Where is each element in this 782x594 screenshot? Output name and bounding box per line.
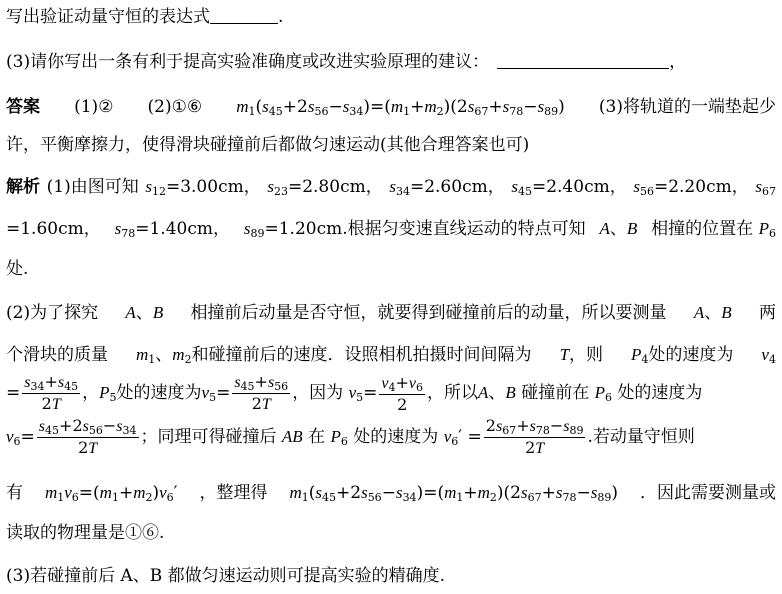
fraction-v6-prime: $\frac{2s_{67}+s_{78}-s_{89}}{2T}$ — [485, 416, 584, 457]
fraction-v5: $\frac{s_{45}+s_{56}}{2T}$ — [234, 372, 289, 413]
fraction-v6: $\frac{s_{45}+2s_{56}-s_{34}}{2T}$ — [38, 416, 137, 457]
answer-formula: $m_1(s_{45}+2s_{56}-s_{34})=(m_1+m_2)(2s_{67}+s_{78}-s_{89})$ — [236, 97, 565, 118]
answer-line-2: 许，平衡摩擦力，使得滑块碰撞前后都做匀速运动(其他合理答案也可) — [6, 135, 530, 155]
final-equation: $m_1(s_{45}+2s_{56}-s_{34})=(m_1+m_2)(2s_{67}+s_{78}-s_{89})$ — [289, 483, 618, 504]
question-line-1: 写出验证动量守恒的表达式 . — [6, 7, 284, 27]
part2-line-5: 有 $m_1v_6=(m_1+m_2)v_6'$ ，整理得 $m_1(s_{45}+2s_{56}-s_{34})=(m_1+m_2)(2s_{67}+s_{78}-s_{89})$ ．因此需要测量或 — [6, 483, 776, 504]
question-text-1: 写出验证动量守恒的表达式 — [6, 7, 210, 27]
part3-line: (3)若碰撞前后 A、B 都做匀速运动则可提高实验的精确度. — [6, 566, 446, 586]
answer-blank-1 — [210, 7, 278, 24]
part2-line-6: 读取的物理量是①⑥. — [6, 523, 165, 543]
analysis-line-2: =1.60cm， $s_{78}=1.40cm$， $s_{89}=1.20cm$.根据匀变速直线运动的特点可知 A、B 相撞的位置在 $P_6$ — [6, 219, 776, 240]
analysis-line-1: 解析 (1)由图可知 $s_{12}=3.00cm$， $s_{23}=2.80cm$， $s_{34}=2.60cm$， $s_{45}=2.40cm$， $s_{56}=2.20cm$， $s_{67}$ — [6, 177, 776, 198]
part2-line-3: = $\frac{s_{34}+s_{45}}{2T}$ ，$P_5$处的速度为$v_5=$ $\frac{s_{45}+s_{56}}{2T}$ ，因为 $v_5=$ $\frac{v_4+v_6}{2}$ ，所以A、B 碰撞前在 $P_6$ 处的速度为 — [6, 372, 703, 414]
momentum-equation: $m_1v_6=(m_1+m_2)v_6'$ — [44, 483, 178, 504]
part2-line-2: 个滑块的质量 $m_1$、$m_2$和碰撞前后的速度．设照相机拍摄时间间隔为 T，则 $P_4$处的速度为 $v_4$ — [6, 345, 776, 366]
fraction-v5-avg: $\frac{v_4+v_6}{2}$ — [381, 372, 424, 414]
analysis-line-3: 处. — [6, 259, 29, 279]
answer-blank-2 — [497, 52, 669, 69]
question-text-2: (3)请你写出一条有利于提高实验准确度或改进实验原理的建议： — [6, 52, 490, 72]
part2-line-4: $v_6=$ $\frac{s_{45}+2s_{56}-s_{34}}{2T}$ ；同理可得碰撞后 AB 在 $P_6$ 处的速度为 $v_6'$ = $\frac{2s_{67}+s_{78}-s_{89}}{2T}$ .若动量守恒则 — [6, 416, 695, 457]
answer-label: 答案 — [6, 97, 40, 117]
part2-line-1: (2)为了探究 A、B 相撞前后动量是否守恒，就要得到碰撞前后的动量，所以要测量 A、B 两 — [6, 303, 776, 323]
analysis-label: 解析 — [6, 177, 40, 197]
answer-line-1: 答案 (1)② (2)①⑥ $m_1(s_{45}+2s_{56}-s_{34})=(m_1+m_2)(2s_{67}+s_{78}-s_{89})$ (3)将轨道的一端垫起少 — [6, 97, 776, 118]
question-line-2: (3)请你写出一条有利于提高实验准确度或改进实验原理的建议： ， — [6, 52, 687, 72]
fraction-v4: $\frac{s_{34}+s_{45}}{2T}$ — [24, 372, 79, 413]
